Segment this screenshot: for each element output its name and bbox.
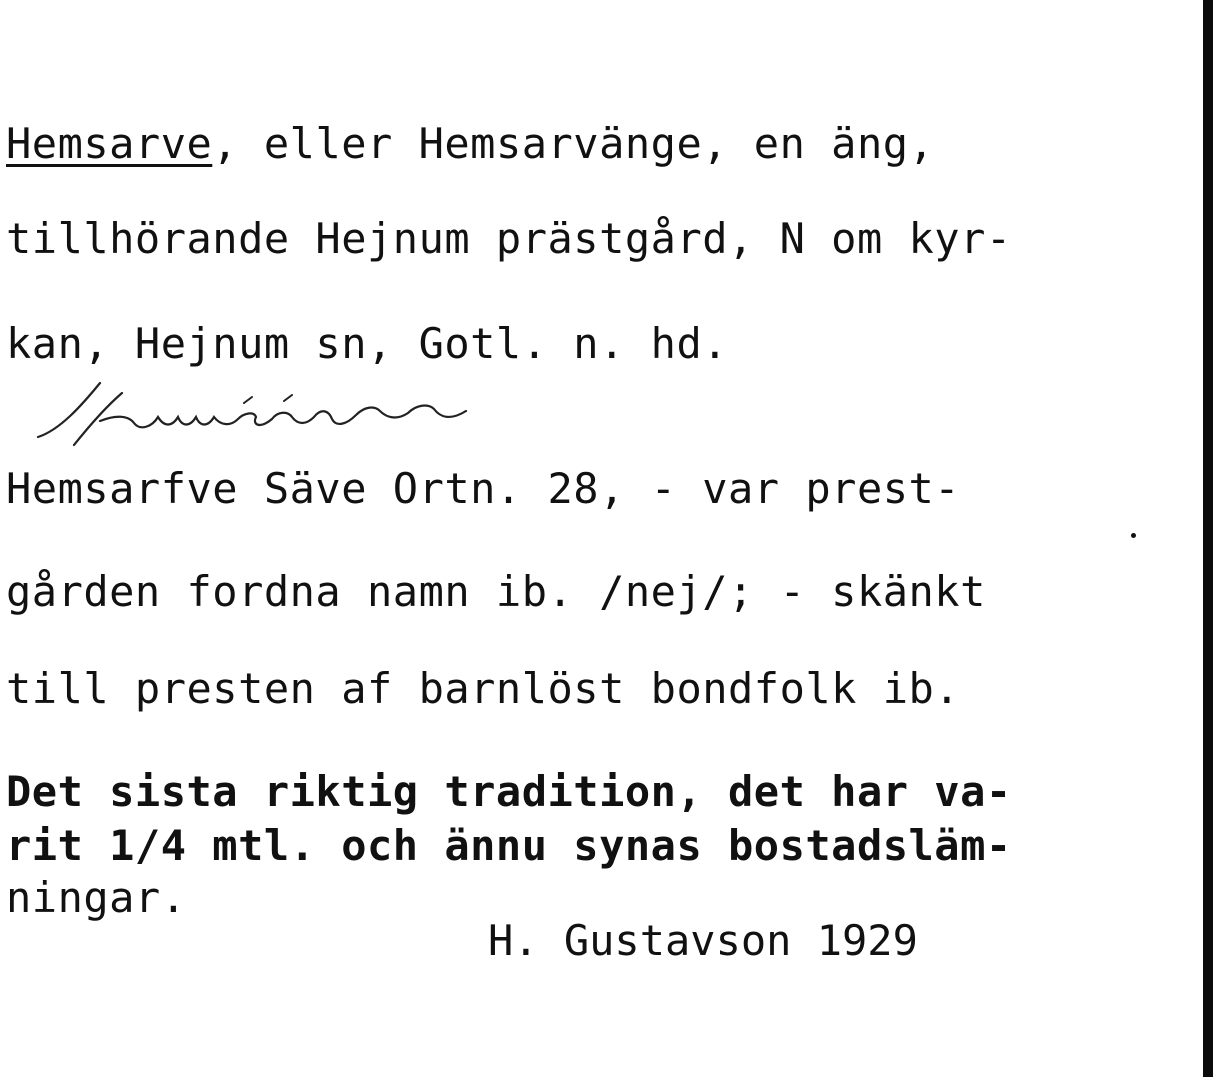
- headword-rest: , eller Hemsarvänge, en äng,: [212, 119, 935, 168]
- ink-dot: [1131, 533, 1136, 538]
- card-line-2: tillhörande Hejnum prästgård, N om kyr-: [6, 214, 1012, 263]
- card-line-5: gården fordna namn ib. /nej/; - skänkt: [6, 567, 986, 616]
- card-line-3: kan, Hejnum sn, Gotl. n. hd.: [6, 319, 729, 368]
- card-line-4: Hemsarfve Säve Ortn. 28, - var prest-: [6, 464, 961, 513]
- handwritten-note: [30, 375, 470, 455]
- card-line-7: Det sista riktig tradition, det har va-: [6, 767, 1012, 816]
- card-line-8: rit 1/4 mtl. och ännu synas bostadsläm-: [6, 821, 1012, 870]
- card-line-1: [6, 120, 934, 168]
- card-line-9: ningar.: [6, 873, 187, 922]
- signature: H. Gustavson 1929: [488, 916, 918, 965]
- card-line-6: till presten af barnlöst bondfolk ib.: [6, 664, 961, 713]
- headword: Hemsarve: [6, 119, 213, 168]
- card-edge: [1203, 0, 1213, 1077]
